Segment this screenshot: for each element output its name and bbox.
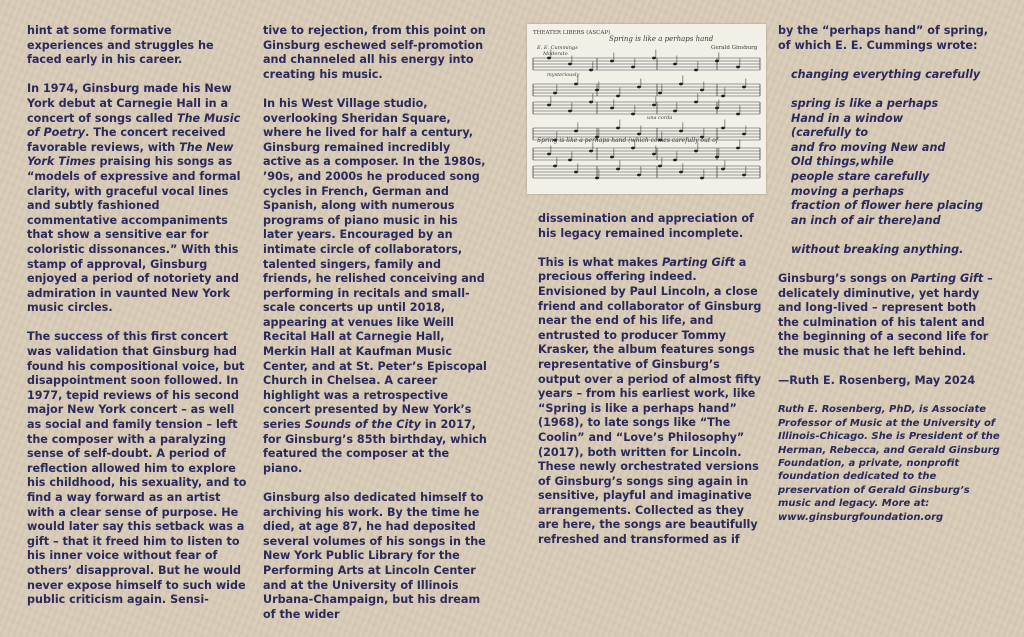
- paragraph: [538, 256, 765, 548]
- note-head: [610, 156, 614, 159]
- note-head: [568, 110, 572, 113]
- note-head: [589, 69, 593, 72]
- note-head: [637, 174, 641, 177]
- poem-line: spring is like a perhaps: [791, 96, 939, 110]
- score-tempo: mysteriously: [547, 72, 580, 78]
- poem-line: moving a perhaps: [791, 184, 905, 198]
- note-head: [715, 156, 719, 159]
- note-head: [742, 86, 746, 89]
- paragraph: [778, 272, 1000, 360]
- paragraph: dissemination and appreciation of his legacy remained incomplete.: [538, 212, 754, 240]
- poem-line: without breaking anything.: [791, 242, 964, 256]
- note-head: [595, 89, 599, 92]
- note-head: [553, 165, 557, 168]
- score-header: THEATER LIBERS (ASCAP): [533, 30, 611, 36]
- note-head: [700, 177, 704, 180]
- poem: [791, 68, 1000, 258]
- note-head: [700, 89, 704, 92]
- poem-line: people stare carefully: [791, 169, 930, 183]
- series-title: Sounds of the City: [304, 418, 421, 432]
- note-head: [721, 95, 725, 98]
- note-head: [589, 150, 593, 153]
- note-head: [610, 107, 614, 110]
- note-head: [631, 66, 635, 69]
- sheet-music-illustration: [527, 24, 766, 194]
- paragraph: Ginsburg also dedicated himself to archiving his work. By the time he died, at age 87, he had deposited several volumes of his songs in the New York Public Library for the Performing Arts at Lincoln Center and at the University of Illinois Urbana-Champaign, but his dream of the wider: [263, 491, 486, 621]
- text-run: . The concert received favorable reviews, with: [27, 126, 226, 154]
- column-3: [538, 212, 765, 562]
- author-bio: Ruth E. Rosenberg, PhD, is Associate Professor of Music at the University of Illinois-Chicago. She is President of the Herman, Rebecca, and Gerald Ginsburg Foundation, a private, nonprofit foundation dedicated to the preservation of Gerald Ginsburg’s music and legacy. More at: www.ginsburgfoundation.org: [778, 404, 1000, 523]
- note-head: [721, 127, 725, 130]
- column-1: [27, 24, 249, 622]
- note-head: [652, 153, 656, 156]
- column-4: [778, 24, 1000, 539]
- text-run: Ginsburg’s songs on: [778, 272, 911, 286]
- paragraph: [27, 82, 249, 316]
- note-head: [547, 57, 551, 60]
- album-title: Parting Gift: [910, 272, 984, 286]
- album-title: Parting Gift: [661, 255, 735, 269]
- note-head: [553, 92, 557, 95]
- note-head: [679, 171, 683, 174]
- note-head: [679, 130, 683, 133]
- text-run: In his West Village studio, overlooking Sheridan Square, where he lived for half a century, Ginsburg remained incredibly active as a composer. In the 1980s, ’90s, and 2000s he produced song cycles in French, German and Spanish, along with numerous programs of piano music in his later years. Encouraged by an intimate circle of collaborators, talented singers, family and friends, he relished conceiving and performing in recitals and small-scale concerts up until 2018, appearing at venues like Weill Recital Hall at Carnegie Hall, Merkin Hall at Kaufman Music Center, and at St. Peter’s Episcopal Church in Chelsea. A career highlight was a retrospective concert presented by New York’s series: [263, 96, 487, 432]
- note-head: [568, 159, 572, 162]
- score-image: [527, 24, 766, 194]
- note-head: [616, 168, 620, 171]
- note-head: [652, 104, 656, 107]
- score-title: Spring is like a perhaps hand: [609, 35, 714, 43]
- paragraph: tive to rejection, from this point on Ginsburg eschewed self-promotion and channeled all his energy into creating his music.: [263, 24, 486, 81]
- text-run: – delicately diminutive, yet hardy and long-lived – represent both the culmination of his talent and the beginning of a second life for the music that he left behind.: [778, 272, 993, 359]
- note-head: [574, 130, 578, 133]
- poem-line: an inch of air there)and: [791, 213, 941, 227]
- poem-line: fraction of flower here placing: [791, 199, 983, 213]
- note-head: [574, 83, 578, 86]
- paragraph: The success of this first concert was validation that Ginsburg had found his compositional voice, but disappointment soon followed. In 1977, tepid reviews of his second major New York concert – as well as social and family tension – left the composer with a paralyzing sense of self-doubt. A period of reflection allowed him to explore his childhood, his sexuality, and to find a way forward as an artist with a clear sense of purpose. He would later say this setback was a gift – that it freed him to listen to his inner voice without fear of others’ disapproval. But he would never expose himself to such wide public criticism again. Sensi-: [27, 330, 247, 607]
- note-head: [742, 174, 746, 177]
- note-head: [736, 147, 740, 150]
- text-run: a precious offering indeed. Envisioned by Paul Lincoln, a close friend and collaborator of Ginsburg near the end of his life, and entrusted to producer Tommy Krasker, the album features songs representative of Ginsburg’s output over a period of almost fifty years – from his earliest work, like “Spring is like a perhaps hand” (1968), to late songs like “The Coolin” and “Love’s Philosophy” (2017), both written for Lincoln. These newly orchestrated versions of Ginsburg’s songs sing again in sensitive, playful and imaginative arrangements. Collected as they are here, the songs are beautifully refreshed and transformed as if: [538, 255, 762, 547]
- poem-line: (carefully to: [791, 126, 869, 140]
- column-2: [263, 24, 488, 637]
- poem-line: changing everything carefully: [791, 67, 981, 81]
- score-poet: E. E. Cummings: [537, 45, 578, 51]
- note-head: [694, 69, 698, 72]
- poem-line: and fro moving New and: [791, 140, 946, 154]
- note-head: [742, 133, 746, 136]
- concert-title: The Music of Poetry: [27, 111, 241, 140]
- note-head: [673, 110, 677, 113]
- note-head: [631, 113, 635, 116]
- note-head: [658, 92, 662, 95]
- note-head: [673, 159, 677, 162]
- note-head: [721, 168, 725, 171]
- note-head: [547, 153, 551, 156]
- note-head: [715, 60, 719, 63]
- note-head: [694, 101, 698, 104]
- note-head: [610, 60, 614, 63]
- note-head: [673, 63, 677, 66]
- note-head: [736, 66, 740, 69]
- score-composer: Gerald Ginsburg: [711, 45, 758, 51]
- note-head: [715, 107, 719, 110]
- note-head: [658, 165, 662, 168]
- note-head: [574, 171, 578, 174]
- text-run: praising his songs as “models of expressive and formal clarity, with graceful vocal lines and subtly fashioned commentative accompaniments that show a sensitive ear for coloristic dissonances.” With this stamp of approval, Ginsburg enjoyed a period of notoriety and admiration in vaunted New York music circles.: [27, 155, 241, 315]
- text-run: This is what makes: [538, 255, 662, 269]
- note-head: [547, 104, 551, 107]
- note-head: [595, 177, 599, 180]
- score-tempo: Moderato: [543, 51, 568, 57]
- poem-line: Old things,while: [791, 155, 894, 169]
- text-run: In 1974, Ginsburg made his New York debut at Carnegie Hall in a concert of songs called: [27, 82, 232, 125]
- note-head: [679, 83, 683, 86]
- score-marking: una corda: [647, 115, 673, 121]
- note-head: [616, 127, 620, 130]
- signature: —Ruth E. Rosenberg, May 2024: [778, 374, 976, 388]
- note-head: [736, 113, 740, 116]
- poem-line: Hand in a window: [791, 111, 904, 125]
- newspaper-title: The New York Times: [27, 140, 234, 169]
- note-head: [589, 101, 593, 104]
- note-head: [568, 63, 572, 66]
- paragraph: [263, 97, 488, 476]
- note-head: [694, 150, 698, 153]
- note-head: [631, 147, 635, 150]
- note-head: [637, 133, 641, 136]
- score-lyric: Spring is like a perhaps hand (which comes carefully out of: [537, 137, 719, 144]
- paragraph: hint at some formative experiences and struggles he faced early in his career.: [27, 24, 214, 67]
- text-run: in 2017, for Ginsburg’s 85th birthday, which featured the composer at the piano.: [263, 418, 487, 475]
- paragraph: by the “perhaps hand” of spring, of which E. E. Cummings wrote:: [778, 24, 988, 52]
- note-head: [616, 95, 620, 98]
- note-head: [637, 86, 641, 89]
- note-head: [652, 57, 656, 60]
